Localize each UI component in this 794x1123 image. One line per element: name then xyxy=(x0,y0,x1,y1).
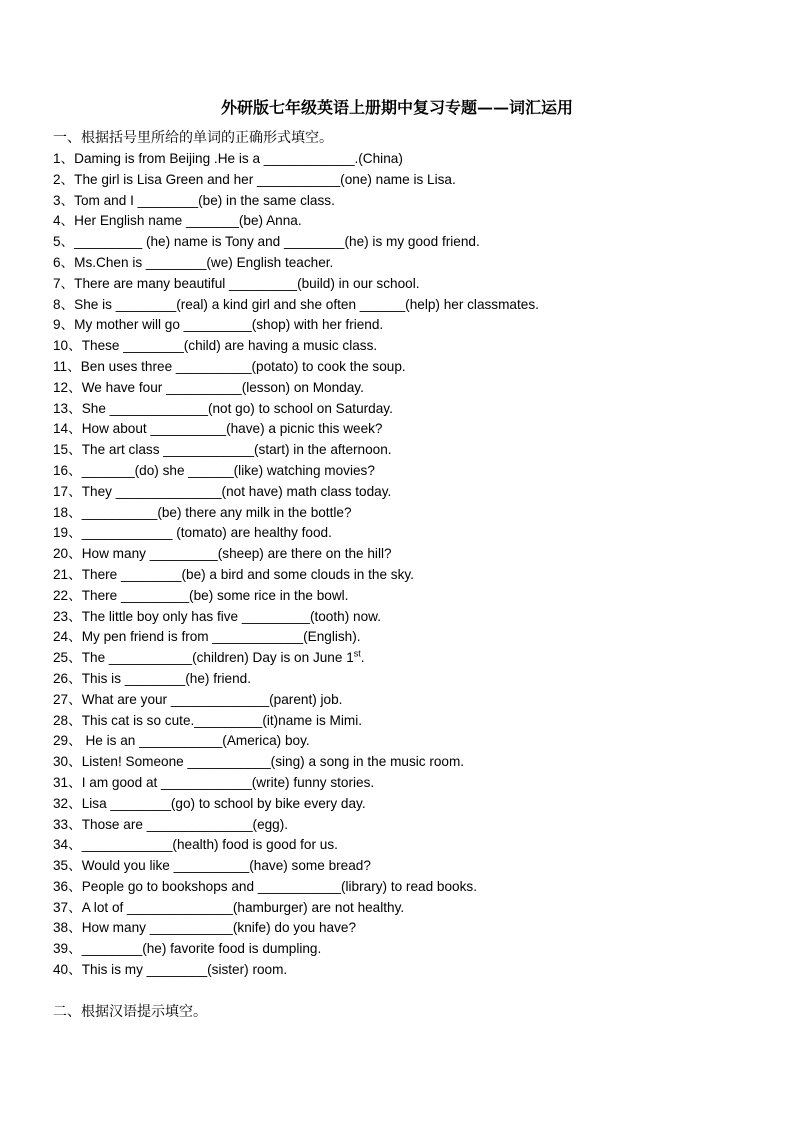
exercise-item: 38、How many ___________(knife) do you have? xyxy=(53,920,357,936)
section-heading-1: 一、根据括号里所给的单词的正确形式填空。 xyxy=(53,130,333,146)
exercise-item: 28、This cat is so cute._________(it)name is Mimi. xyxy=(53,712,363,728)
exercise-item: 3、Tom and I ________(be) in the same class. xyxy=(53,192,335,208)
section-heading-2: 二、根据汉语提示填空。 xyxy=(53,1004,207,1020)
exercise-item: 2、The girl is Lisa Green and her ___________(one) name is Lisa. xyxy=(53,171,456,187)
page-title: 外研版七年级英语上册期中复习专题——词汇运用 xyxy=(220,98,573,117)
exercise-item: 10、These ________(child) are having a music class. xyxy=(53,338,378,354)
exercise-item: 6、Ms.Chen is ________(we) English teacher. xyxy=(53,254,334,270)
exercise-item: 27、What are your _____________(parent) job. xyxy=(53,691,343,707)
exercise-item: 1、Daming is from Beijing .He is a ____________.(China) xyxy=(53,151,403,166)
exercise-item: 22、There _________(be) some rice in the bowl. xyxy=(53,587,349,603)
exercise-item: 23、The little boy only has five _________(tooth) now. xyxy=(53,608,381,624)
exercise-item: 7、There are many beautiful _________(build) in our school. xyxy=(53,275,420,291)
exercise-item: 30、Listen! Someone ___________(sing) a song in the music room. xyxy=(53,754,465,770)
exercise-item: 14、How about __________(have) a picnic this week? xyxy=(53,421,383,437)
exercise-item: 24、My pen friend is from ____________(English). xyxy=(53,629,361,645)
exercise-item: 36、People go to bookshops and ___________(library) to read books. xyxy=(53,878,477,894)
exercise-item: 37、A lot of ______________(hamburger) are not healthy. xyxy=(53,899,405,915)
exercise-item: 40、This is my ________(sister) room. xyxy=(53,962,288,978)
exercise-item: 33、Those are ______________(egg). xyxy=(53,816,289,832)
exercise-item: 35、Would you like __________(have) some bread? xyxy=(53,858,371,874)
exercise-item: 32、Lisa ________(go) to school by bike every day. xyxy=(53,795,366,811)
exercise-item: 11、Ben uses three __________(potato) to cook the soup. xyxy=(53,358,406,374)
exercise-item: 26、This is ________(he) friend. xyxy=(53,670,251,686)
exercise-item: 12、We have four __________(lesson) on Monday. xyxy=(53,379,364,395)
ordinal-suffix: st xyxy=(353,648,361,659)
exercise-item: 29、 He is an ___________(America) boy. xyxy=(53,733,310,749)
exercise-item: 16、_______(do) she ______(like) watching movies? xyxy=(53,462,375,478)
exercise-item: 9、My mother will go _________(shop) with her friend. xyxy=(53,317,384,333)
exercise-item-25 xyxy=(53,648,539,669)
exercise-item: 15、The art class ____________(start) in the afternoon. xyxy=(53,442,392,458)
exercise-item: 4、Her English name _______(be) Anna. xyxy=(53,213,302,229)
exercise-list xyxy=(53,149,539,981)
exercise-item-25-text: 25、The ___________(children) Day is on June 1 xyxy=(53,650,354,666)
exercise-item: 34、____________(health) food is good for us. xyxy=(53,837,338,853)
exercise-item: 8、She is ________(real) a kind girl and she often ______(help) her classmates. xyxy=(53,296,539,312)
exercise-item: 31、I am good at ____________(write) funny stories. xyxy=(53,774,375,790)
exercise-item: 5、_________ (he) name is Tony and ________(he) is my good friend. xyxy=(53,234,480,250)
exercise-item: 39、________(he) favorite food is dumpling. xyxy=(53,941,322,957)
exercise-item: 13、She _____________(not go) to school on Saturday. xyxy=(53,400,393,416)
exercise-item: 18、__________(be) there any milk in the bottle? xyxy=(53,504,352,520)
exercise-item: 20、How many _________(sheep) are there on the hill? xyxy=(53,546,392,562)
exercise-item: 17、They ______________(not have) math class today. xyxy=(53,483,392,499)
exercise-item-25-end: . xyxy=(360,650,365,666)
exercise-item: 19、____________ (tomato) are healthy food. xyxy=(53,525,332,541)
exercise-item: 21、There ________(be) a bird and some clouds in the sky. xyxy=(53,566,414,582)
